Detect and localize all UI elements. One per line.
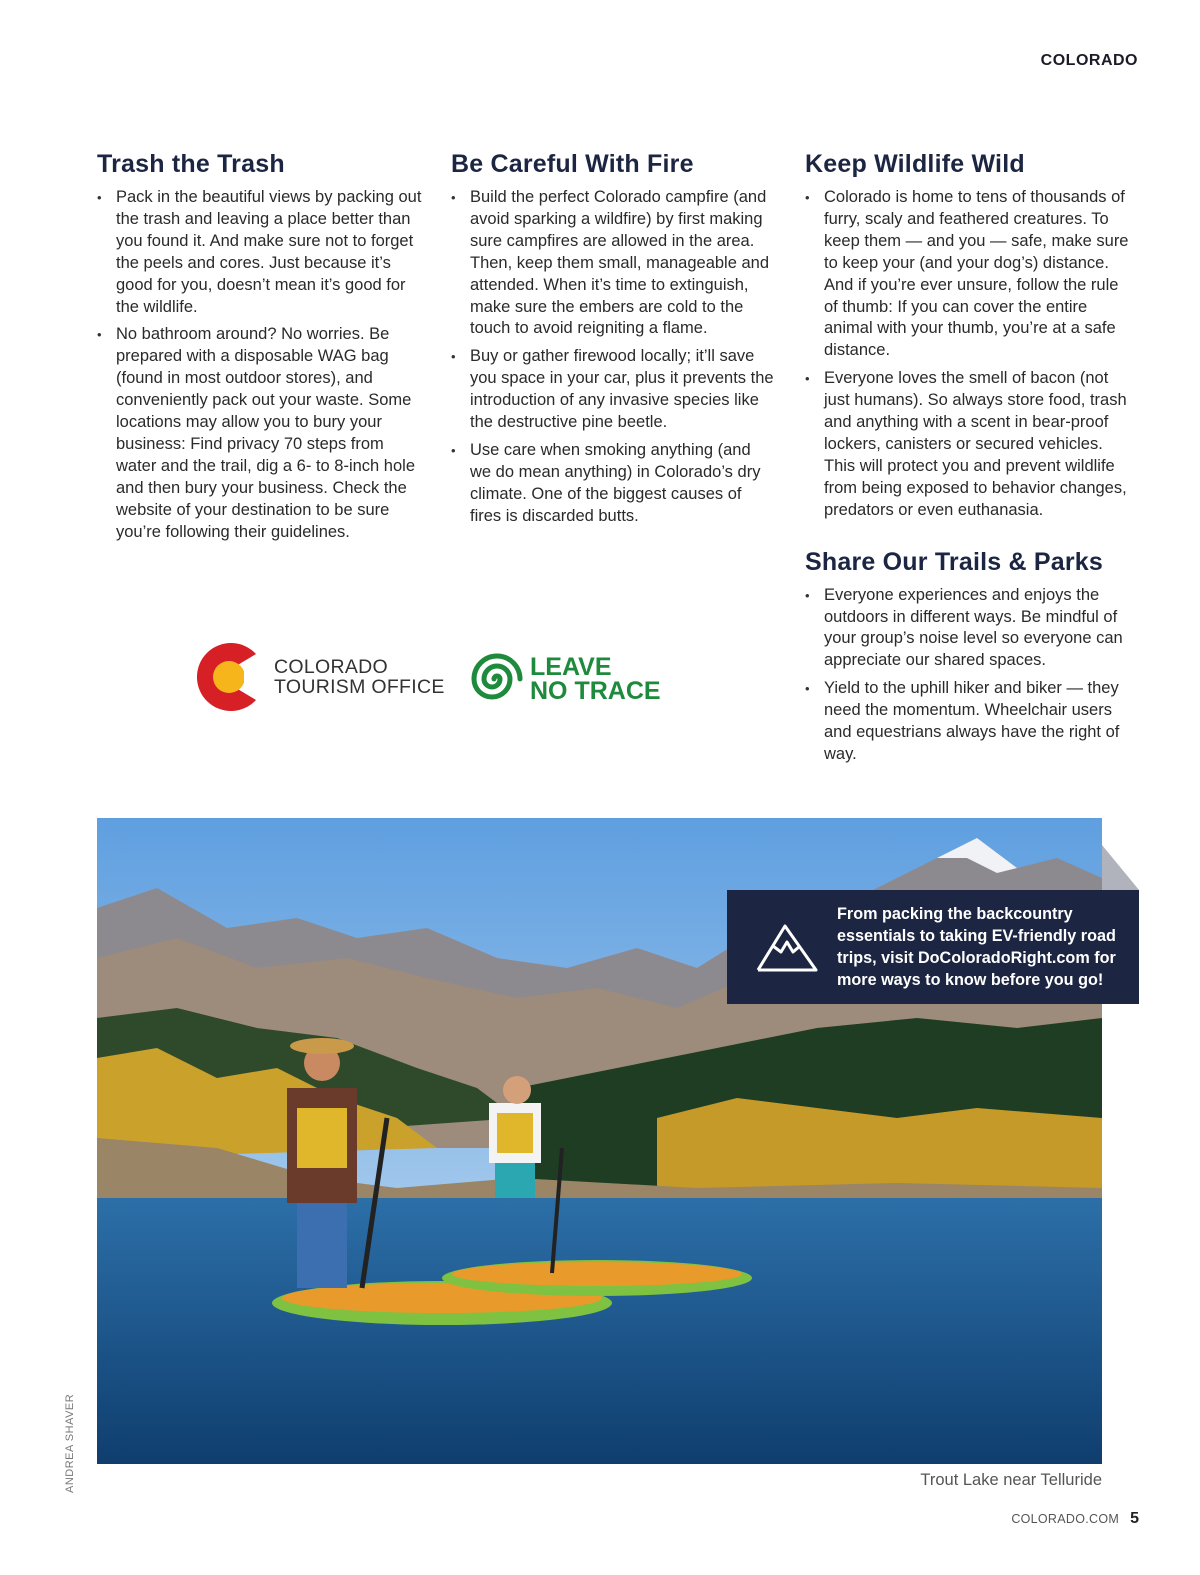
lnt-line2: NO TRACE <box>530 677 661 705</box>
bullet-item: • Use care when smoking anything (and we do mean anything) in Colorado’s dry climate. One of the biggest causes of fires is discarded butts. <box>451 440 776 528</box>
cto-line1: COLORADO <box>274 656 389 678</box>
heading-be-careful-with-fire: Be Careful With Fire <box>451 150 694 178</box>
bullet-list <box>805 187 1130 522</box>
heading-keep-wildlife-wild: Keep Wildlife Wild <box>805 150 1025 178</box>
lnt-line1: LEAVE <box>530 653 612 681</box>
partner-logos <box>192 640 672 720</box>
cto-line2: TOURISM OFFICE <box>274 676 445 698</box>
bullet-item: • Pack in the beautiful views by packing out the trash and leaving a place better than you found it. And make sure not to forget the peels and cores. Just because it’s good for you, doesn’t mean it’s good for the wildlife. <box>97 187 422 318</box>
bullet-item: • Build the perfect Colorado campfire (and avoid sparking a wildfire) by first making sure campfires are allowed in the area. Then, keep them small, manageable and attended. When it’s time to extinguish, make sure the embers are cold to the touch to avoid reigniting a flame. <box>451 187 776 340</box>
bullet-list <box>97 187 422 544</box>
colorado-c-icon <box>192 640 264 714</box>
heading-share-our-trails: Share Our Trails & Parks <box>805 547 1104 576</box>
bullet-item: • Yield to the uphill hiker and biker — they need the momentum. Wheelchair users and equestrians always have the right of way. <box>805 678 1130 766</box>
photo-credit: ANDREA SHAVER <box>64 1393 76 1493</box>
callout-fold <box>1102 845 1139 890</box>
callout-text: From packing the backcountry essentials to taking EV-friendly road trips, visit DoColoradoRight.com for more ways to know before you go! <box>837 905 1116 989</box>
colorado-tourism-office-logo <box>192 640 445 714</box>
column-fire <box>451 150 776 534</box>
section-label: COLORADO <box>1040 52 1138 69</box>
mountain-icon <box>755 918 819 974</box>
bullet-list <box>805 585 1130 766</box>
page-number: 5 <box>1130 1510 1139 1527</box>
callout-box <box>727 890 1139 1004</box>
page-footer <box>1011 1510 1139 1528</box>
footer-site: COLORADO.COM <box>1011 1512 1120 1526</box>
swirl-icon <box>470 652 524 706</box>
bullet-item: • Everyone experiences and enjoys the outdoors in different ways. Be mindful of your group’s noise level so everyone can appreciate our shared spaces. <box>805 585 1130 673</box>
leave-no-trace-logo <box>470 652 661 706</box>
bullet-item: • Colorado is home to tens of thousands of furry, scaly and feathered creatures. To keep them — and you — safe, make sure to keep your (and your dog’s) distance. And if you’re ever unsure, follow the rule of thumb: If you can cover the entire animal with your thumb, you’re at a safe distance. <box>805 187 1130 362</box>
column-wildlife-trails <box>805 150 1130 772</box>
bullet-item: • Everyone loves the smell of bacon (not just humans). So always store food, trash and anything with a scent in bear-proof lockers, canisters or secured vehicles. This will protect you and prevent wildlife from being exposed to behavior changes, predators or even euthanasia. <box>805 368 1130 521</box>
heading-trash-the-trash: Trash the Trash <box>97 150 285 178</box>
bullet-item: • Buy or gather firewood locally; it’ll save you space in your car, plus it prevents the introduction of any invasive species like the destructive pine beetle. <box>451 346 776 434</box>
photo-caption: Trout Lake near Telluride <box>920 1471 1102 1489</box>
bullet-item: • No bathroom around? No worries. Be prepared with a disposable WAG bag (found in most outdoor stores), and conveniently pack out your waste. Some locations may allow you to bury your business: Find privacy 70 steps from water and the trail, dig a 6- to 8-inch hole and then bury your business. Check the website of your destination to be sure you’re following their guidelines. <box>97 324 422 543</box>
column-trash <box>97 150 422 550</box>
bullet-list <box>451 187 776 528</box>
